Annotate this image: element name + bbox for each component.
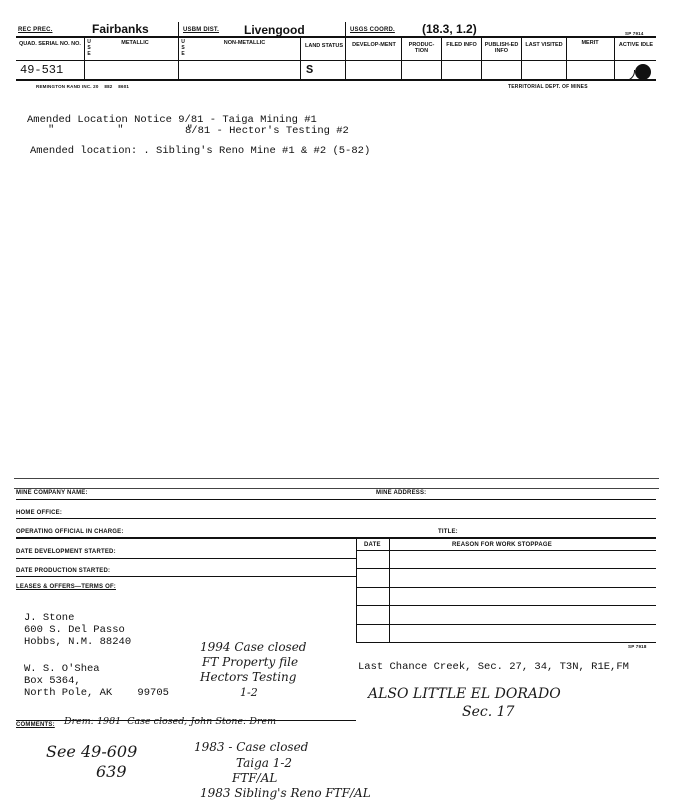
prod-started-label: DATE PRODUCTION STARTED:	[16, 568, 111, 574]
col-last-visited: LAST VISITED	[525, 42, 563, 48]
comments-label: COMMENTS:	[16, 722, 55, 728]
rule	[16, 518, 656, 519]
hand-note-3: Hectors Testing	[200, 670, 297, 684]
printer-line: REMINGTON RAND INC. 20 882 8601	[36, 84, 130, 89]
col-active-idle: ACTIVE IDLE	[618, 42, 654, 48]
rule	[16, 558, 356, 559]
hand-c4: 1983 Sibling's Reno FTF/AL	[200, 786, 371, 800]
card-top-edge	[14, 478, 659, 489]
owner2-line3: North Pole, AK 99705	[24, 687, 169, 699]
owner2-line1: W. S. O'Shea	[24, 663, 100, 675]
rule	[481, 36, 482, 80]
rule	[16, 576, 356, 577]
rule	[300, 36, 301, 80]
form-number-2: SP 7918	[628, 644, 647, 649]
dept-line: TERRITORIAL DEPT. OF MINES	[508, 84, 588, 90]
quad-serial-value: 49-531	[20, 63, 64, 77]
rule	[16, 36, 656, 38]
col-development: DEVELOP-MENT	[352, 42, 396, 48]
hand-note-2: FT Property file	[202, 655, 299, 669]
rule	[356, 642, 656, 643]
leases-label: LEASES & OFFERS—TERMS OF:	[16, 584, 117, 590]
rule	[356, 568, 656, 569]
owner2-line2: Box 5364,	[24, 675, 81, 687]
mine-company-name-label: MINE COMPANY NAME:	[16, 490, 88, 496]
rule	[84, 36, 85, 80]
note-line-2-ditto: " " "	[48, 124, 193, 136]
owner1-line1: J. Stone	[24, 612, 75, 624]
hand-c3: FTF/AL	[232, 771, 278, 785]
hand-see: See 49-609	[46, 742, 138, 761]
form-number: SP 7914	[625, 31, 644, 36]
date-col-label: DATE	[364, 542, 381, 548]
rule	[345, 22, 346, 80]
rule	[356, 605, 656, 606]
rule	[16, 499, 656, 500]
rule	[441, 36, 442, 80]
title-label: TITLE:	[438, 529, 458, 535]
operating-official-label: OPERATING OFFICIAL IN CHARGE:	[16, 529, 124, 535]
col-quad-serial: QUAD. SERIAL NO. NO.	[19, 41, 81, 47]
rec-prec-label: REC PREC.	[18, 27, 53, 33]
rule	[356, 550, 656, 551]
punch-mark	[635, 64, 651, 80]
hand-c1: 1983 - Case closed	[194, 740, 309, 754]
col-published-info: PUBLISH-ED INFO	[484, 42, 519, 54]
land-status-value: S	[306, 63, 314, 77]
hand-c2: Taiga 1-2	[236, 756, 293, 770]
home-office-label: HOME OFFICE:	[16, 510, 63, 516]
rec-prec-value: Fairbanks	[92, 22, 149, 36]
usgs-coord-value: (18.3, 1.2)	[422, 22, 477, 36]
rule	[356, 587, 656, 588]
usbm-dist-label: USBM DIST.	[183, 27, 220, 33]
col-land-status: LAND STATUS	[305, 43, 343, 49]
mine-address-label: MINE ADDRESS:	[376, 490, 427, 496]
rule	[16, 79, 656, 81]
col-filed-info: FILED INFO	[446, 42, 477, 48]
col-metallic: METALLIC	[121, 40, 149, 46]
hand-see-2: 639	[96, 762, 127, 781]
rule	[401, 36, 402, 80]
note-line-3: Amended location: . Sibling's Reno Mine #1 & #2 (5-82)	[30, 145, 371, 157]
hand-sec: Sec. 17	[462, 704, 515, 720]
dev-started-label: DATE DEVELOPMENT STARTED:	[16, 549, 116, 555]
rule	[178, 22, 179, 80]
col-nonmetallic-side: U S E	[181, 39, 185, 57]
rule	[356, 537, 357, 642]
col-nonmetallic: NON-METALLIC	[223, 40, 266, 46]
hand-note-1: 1994 Case closed	[200, 640, 307, 654]
owner1-line3: Hobbs, N.M. 88240	[24, 636, 132, 648]
hand-note-4: 1-2	[240, 686, 258, 699]
location-line: Last Chance Creek, Sec. 27, 34, T3N, R1E,FM	[358, 661, 629, 673]
rule	[566, 36, 567, 80]
rule	[521, 36, 522, 80]
owner1-line2: 600 S. Del Passo	[24, 624, 125, 636]
rule	[389, 537, 390, 642]
col-merit: MERIT	[581, 40, 599, 46]
rule	[614, 36, 615, 80]
col-production: PRODUC-TION	[408, 42, 435, 54]
comments-text: Drem: 1981 Case closed; John Stone: Drem	[64, 716, 277, 727]
rule	[16, 60, 656, 61]
col-metallic-side: U S E	[87, 39, 91, 57]
reason-label: REASON FOR WORK STOPPAGE	[452, 542, 552, 548]
rule	[16, 537, 656, 539]
note-line-1: Amended Location Notice 9/81 - Taiga Mining #1	[27, 114, 317, 126]
usgs-coord-label: USGS COORD.	[350, 27, 395, 33]
note-line-2: 8/81 - Hector's Testing #2	[185, 125, 349, 137]
rule	[356, 624, 656, 625]
hand-also: ALSO LITTLE EL DORADO	[368, 686, 561, 702]
usbm-dist-value: Livengood	[244, 23, 305, 37]
